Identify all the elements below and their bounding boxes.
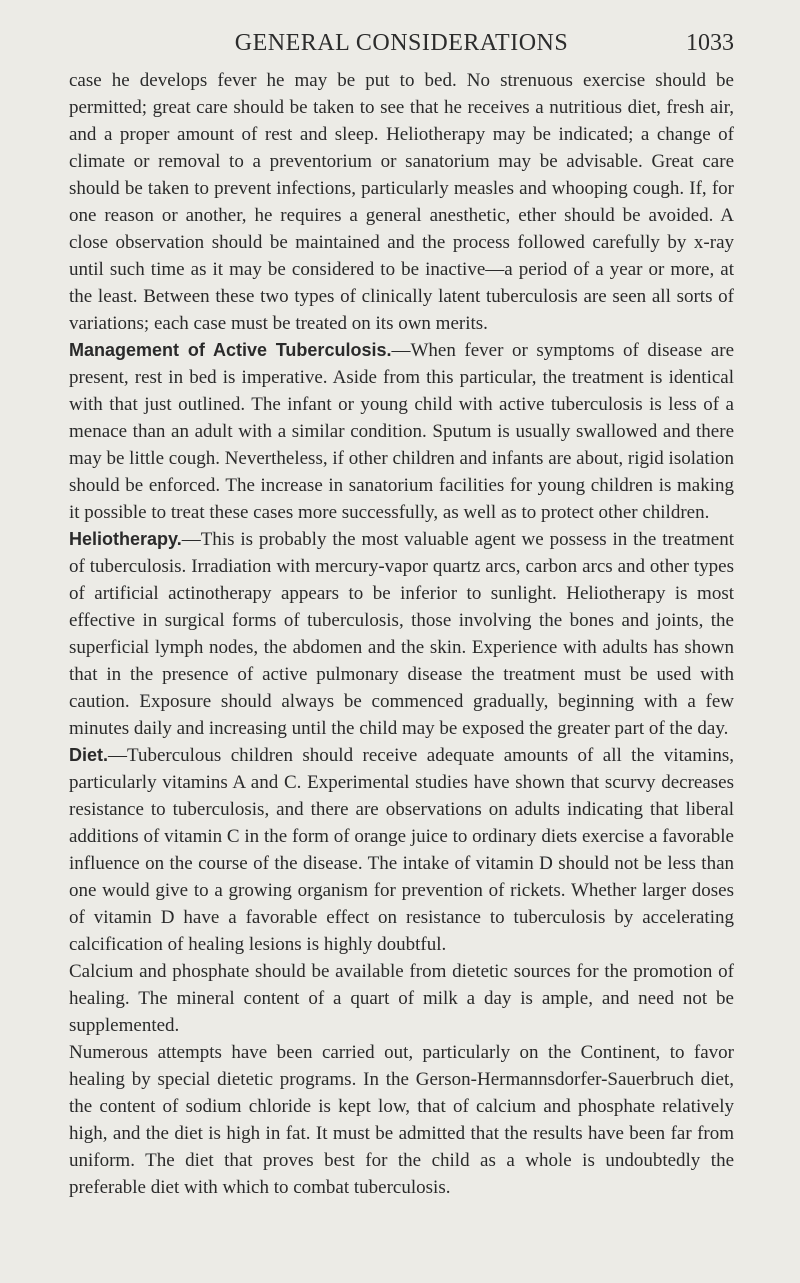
running-title: GENERAL CONSIDERATIONS — [234, 30, 569, 56]
section-heading: Diet. — [69, 745, 109, 765]
paragraph-text: —This is probably the most valuable agent we possess in the treatment of tuberculosis. Irradiation with mercury-vapor quartz arcs, carbon arcs and other types of artificial actinotherapy appears to be inferior to sunlight. Heliotherapy is most effective in surgical forms of tuberculosis, those involving the bones and joints, the superficial lymph nodes, the abdomen and the skin. Experience with adults has shown that in the presence of active pulmonary disease the treatment must be used with caution. Exposure should always be commenced gradually, beginning with a few minutes daily and increasing until the child may be exposed the greater part of the day. — [69, 529, 734, 739]
paragraph-continuation — [69, 67, 734, 337]
page-number: 1033 — [686, 30, 734, 56]
paragraph-heliotherapy — [69, 526, 734, 742]
section-heading: Heliotherapy. — [69, 529, 182, 549]
paragraph-text: Calcium and phosphate should be available from dietetic sources for the promotion of healing. The mineral content of a quart of milk a day is ample, and need not be supplemented. — [69, 961, 734, 1036]
paragraph-text: case he develops fever he may be put to bed. No strenuous exercise should be permitted; great care should be taken to see that he receives a nutritious diet, fresh air, and a proper amount of rest and sleep. Heliotherapy may be indicated; a change of climate or removal to a preventorium or sanatorium may be advisable. Great care should be taken to prevent infections, particularly measles and whooping cough. If, for one reason or another, he requires a general anesthetic, ether should be avoided. A close observation should be maintained and the process followed carefully by x-ray until such time as it may be considered to be inactive—a period of a year or more, at the least. Between these two types of clinically latent tuberculosis are seen all sorts of variations; each case must be treated on its own merits. — [69, 70, 734, 334]
paragraph-text: —When fever or symptoms of disease are present, rest in bed is imperative. Aside from this particular, the treatment is identical with that just outlined. The infant or young child with active tuberculosis is less of a menace than an adult with a similar condition. Sputum is usually swallowed and there may be little cough. Nevertheless, if other children and infants are about, rigid isolation should be enforced. The increase in sanatorium facilities for young children is making it possible to treat these cases more successfully, as well as to protect other children. — [69, 340, 734, 523]
paragraph-dietetic-programs — [69, 1039, 734, 1201]
paragraph-text: —Tuberculous children should receive adequate amounts of all the vitamins, particularly vitamins A and C. Experimental studies have shown that scurvy decreases resistance to tuberculosis, and there are observations on adults indicating that liberal additions of vitamin C in the form of orange juice to ordinary diets exercise a favorable influence on the course of the disease. The intake of vitamin D should not be less than one would give to a growing organism for prevention of rickets. Whether larger doses of vitamin D have a favorable effect on resistance to tuberculosis by accelerating calcification of healing lesions is highly doubtful. — [69, 745, 734, 955]
body-text — [69, 67, 734, 1201]
paragraph-diet — [69, 742, 734, 958]
section-heading: Management of Active Tuberculosis. — [69, 340, 392, 360]
paragraph-management-active-tuberculosis — [69, 337, 734, 526]
running-head — [69, 30, 734, 60]
paragraph-calcium-phosphate — [69, 958, 734, 1039]
paragraph-text: Numerous attempts have been carried out, particularly on the Continent, to favor healing by special dietetic programs. In the Gerson-Hermannsdorfer-Sauerbruch diet, the content of sodium chloride is kept low, that of calcium and phosphate relatively high, and the diet is high in fat. It must be admitted that the results have been far from uniform. The diet that proves best for the child as a whole is undoubtedly the preferable diet with which to combat tuberculosis. — [69, 1042, 734, 1198]
